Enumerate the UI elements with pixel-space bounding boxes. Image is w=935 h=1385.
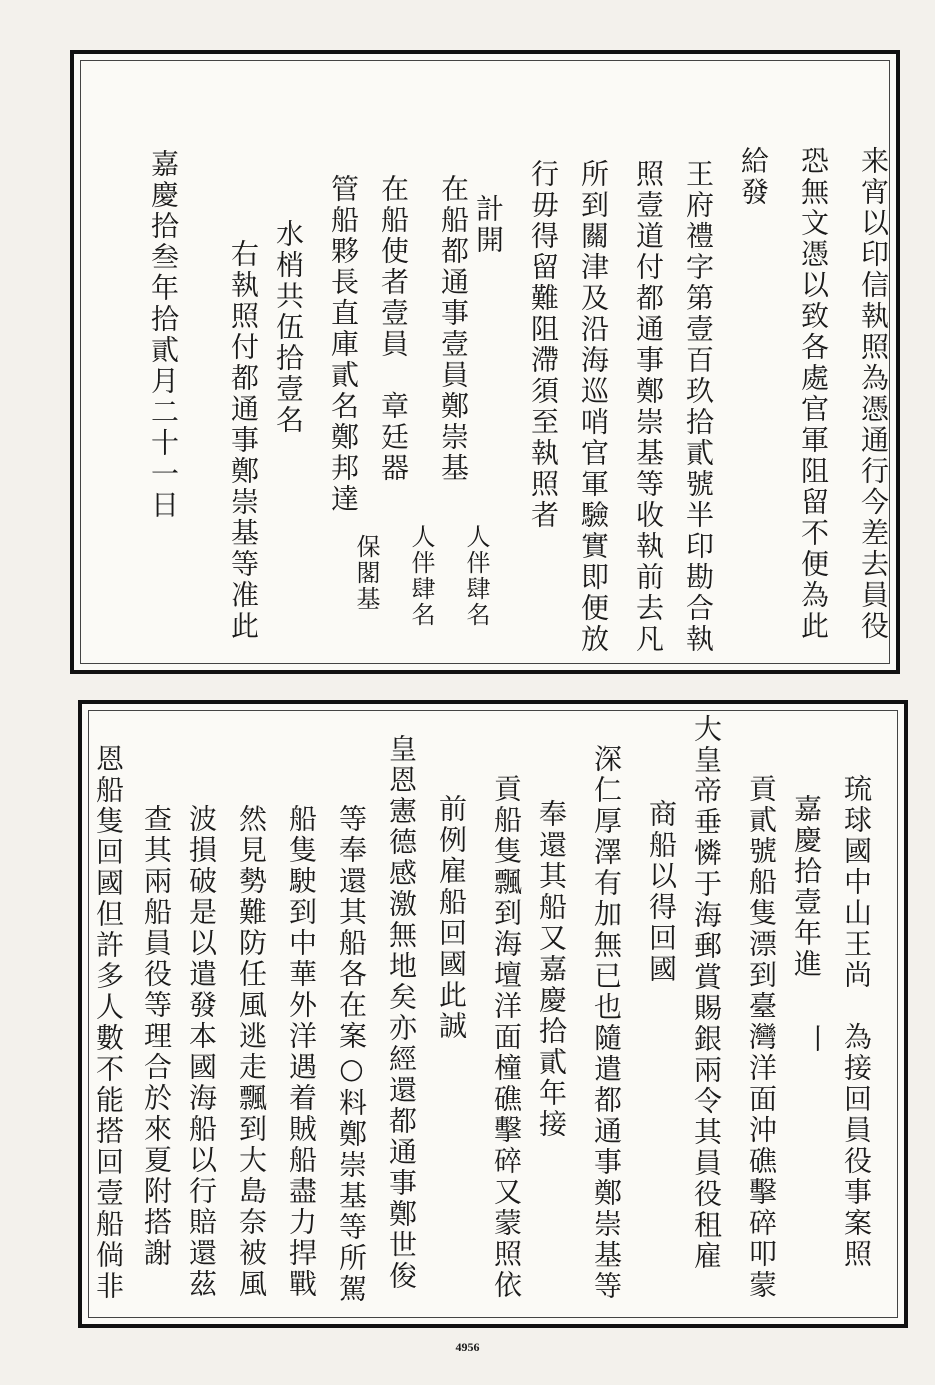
top-column-5: 照壹道付都通事鄭崇基等收執前去凡 <box>632 159 665 655</box>
top-column-2: 恐無文憑以致各處官軍阻留不便為此 <box>797 146 830 642</box>
top-document-panel <box>70 50 900 674</box>
bottom-column-12: 船隻駛到中華外洋遇着賊船盡力捍戰 <box>285 804 318 1300</box>
page-number: 4956 <box>455 1340 480 1354</box>
bottom-column-15: 查其兩船員役等理合於來夏附搭謝 <box>140 804 173 1269</box>
bottom-mark: 丨 <box>800 1024 833 1055</box>
top-column-7: 行毋得留難阻滯須至執照者 <box>527 159 560 531</box>
bottom-column-3: 貢貳號船隻漂到臺灣洋面沖礁擊碎叩蒙 <box>745 774 778 1301</box>
bottom-column-14: 波損破是以遣發本國海船以行賠還茲 <box>185 804 218 1300</box>
top-column-8: 計開 <box>472 194 505 256</box>
bottom-column-7: 奉還其船又嘉慶拾貳年接 <box>535 799 568 1140</box>
top-column-10: 在船使者壹員 章廷器 <box>377 174 410 484</box>
top-note-2: 人伴肆名 <box>407 524 435 628</box>
bottom-column-4: 大皇帝垂憐于海郵賞賜銀兩令其員役租雇 <box>690 714 723 1272</box>
bottom-column-8: 貢船隻飄到海壇洋面橦礁擊碎又蒙照依 <box>490 774 523 1301</box>
bottom-column-13: 然見勢難防任風逃走飄到大島奈被風 <box>235 804 268 1300</box>
top-column-14: 嘉慶拾叁年拾貳月二十一日 <box>147 149 180 521</box>
bottom-column-10: 皇恩憲德感激無地矣亦經還都通事鄭世俊 <box>385 734 418 1292</box>
top-column-1: 来宵以印信執照為憑通行今差去員役 <box>857 146 890 642</box>
bottom-column-1: 琉球國中山王尚 為接回員役事案照 <box>840 774 873 1270</box>
top-column-12: 水梢共伍拾壹名 <box>272 219 305 436</box>
bottom-column-5: 商船以得回國 <box>645 799 678 985</box>
top-note-3: 保閣基 <box>352 534 380 612</box>
bottom-document-panel <box>78 700 908 1328</box>
top-column-11: 管船夥長直庫貳名鄭邦達 <box>327 174 360 515</box>
top-column-4: 王府禮字第壹百玖拾貳號半印勘合執 <box>682 159 715 655</box>
bottom-column-11: 等奉還其船各在案○料鄭崇基等所駕 <box>335 804 368 1305</box>
top-column-6: 所到關津及沿海巡哨官軍驗實即便放 <box>577 159 610 655</box>
bottom-column-16: 恩船隻回國但許多人數不能搭回壹船倘非 <box>92 744 125 1302</box>
top-column-13: 右執照付都通事鄭崇基等准此 <box>227 239 260 642</box>
top-column-3: 給發 <box>737 146 770 208</box>
top-note-1: 人伴肆名 <box>462 524 490 628</box>
bottom-column-2: 嘉慶拾壹年進 <box>790 794 823 980</box>
bottom-column-9: 前例雇船回國此誠 <box>435 794 468 1042</box>
bottom-column-6: 深仁厚澤有加無已也隨遣都通事鄭崇基等 <box>590 744 623 1302</box>
top-column-9: 在船都通事壹員鄭崇基 <box>437 174 470 484</box>
